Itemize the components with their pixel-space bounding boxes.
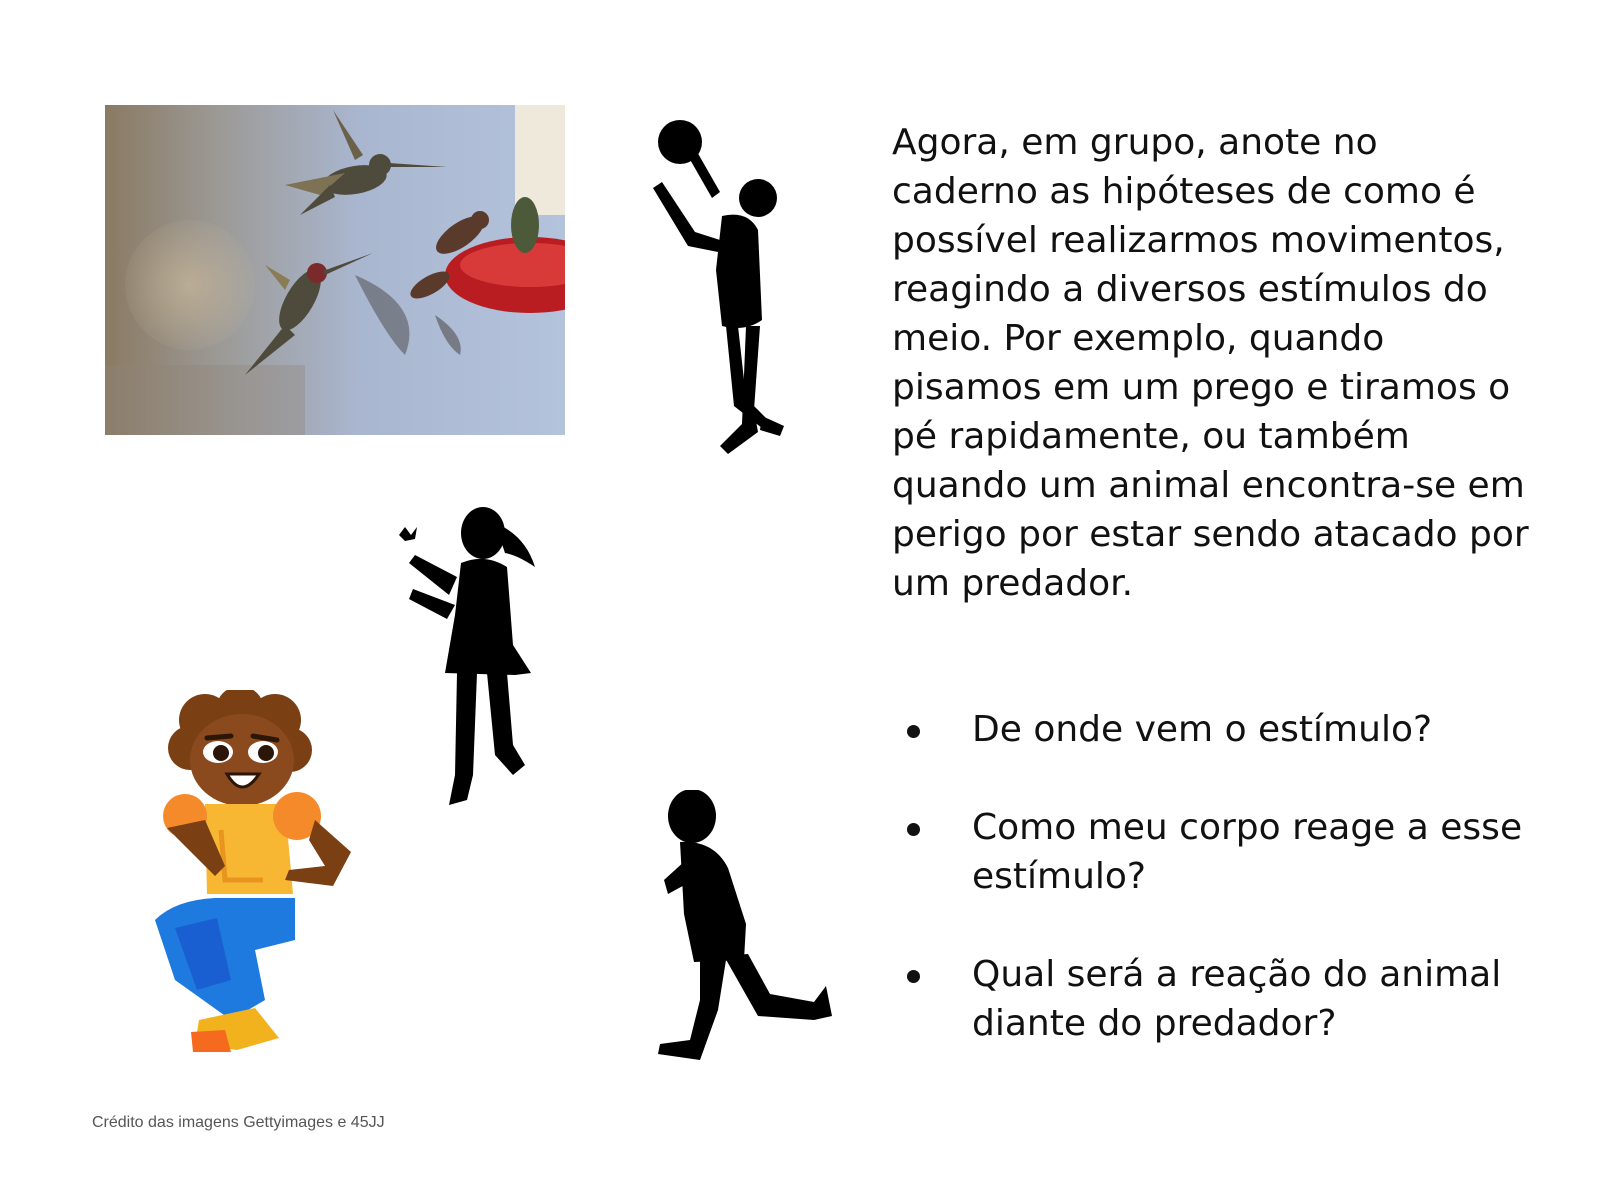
- bullet-icon: [907, 725, 920, 738]
- list-item: [892, 705, 1532, 754]
- boy-throwing-ball-silhouette: [650, 120, 805, 470]
- question-text: De onde vem o estímulo?: [972, 709, 1433, 750]
- bullet-icon: [907, 823, 920, 836]
- question-text: Qual será a reação do animal diante do predador?: [972, 954, 1502, 1044]
- boy-running-silhouette: [650, 790, 850, 1090]
- list-item: [892, 950, 1532, 1048]
- question-list: [892, 705, 1532, 1097]
- hummingbird-photo: [105, 105, 565, 435]
- image-credit: Crédito das imagens Gettyimages e 45JJ: [92, 1114, 385, 1131]
- thinking-child-illustration: [145, 690, 370, 1080]
- bullet-icon: [907, 970, 920, 983]
- girl-with-butterfly-silhouette: [395, 505, 545, 820]
- instruction-paragraph: Agora, em grupo, anote no caderno as hipóteses de como é possível realizarmos movimentos, reagindo a diversos estímulos do meio. Por exemplo, quando pisamos em um prego e tiramos o pé rapidamente, ou também quando um animal encontra-se em perigo por estar sendo atacado por um predador.: [892, 122, 1529, 604]
- list-item: [892, 803, 1532, 901]
- question-text: Como meu corpo reage a esse estímulo?: [972, 807, 1523, 897]
